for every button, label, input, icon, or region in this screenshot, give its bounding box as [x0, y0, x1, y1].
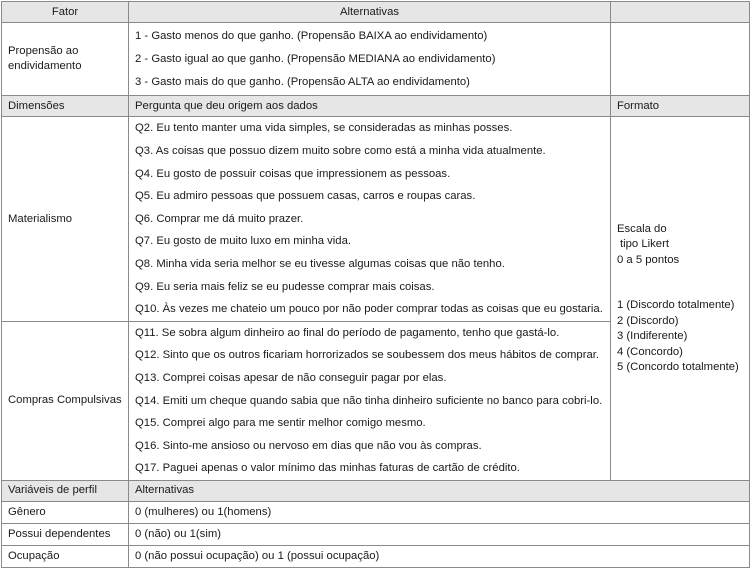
question-item: Q3. As coisas que possuo dizem muito sobre como está a minha vida atualmente.: [135, 144, 546, 157]
perfil-label: Possui dependentes: [2, 523, 129, 545]
formato-scale-line: 0 a 5 pontos: [617, 253, 680, 266]
header-row-fator: [2, 2, 750, 23]
formato-option: 2 (Discordo): [617, 314, 679, 327]
perfil-label: Ocupação: [2, 545, 129, 567]
propensao-label: Propensão ao endividamento: [2, 23, 129, 96]
perfil-value: 0 (não) ou 1(sim): [129, 523, 750, 545]
question-item: Q10. Às vezes me chateio um pouco por não poder comprar todas as coisas que eu gostaria.: [135, 303, 603, 316]
header-formato: Formato: [611, 96, 750, 117]
question-item: Q17. Paguei apenas o valor mínimo das minhas faturas de cartão de crédito.: [135, 462, 520, 475]
header-perfil-alternativas: Alternativas: [129, 480, 750, 501]
question-item: Q2. Eu tento manter uma vida simples, se consideradas as minhas posses.: [135, 122, 513, 135]
compras-questions: [129, 321, 611, 480]
question-item: Q14. Emiti um cheque quando sabia que não tinha dinheiro suficiente no banco para cobri-lo.: [135, 394, 603, 407]
question-item: Q13. Comprei coisas apesar de não conseguir pagar por elas.: [135, 371, 447, 384]
header-row-perfil: [2, 480, 750, 501]
perfil-value: 0 (mulheres) ou 1(homens): [129, 501, 750, 523]
propensao-item: 1 - Gasto menos do que ganho. (Propensão BAIXA ao endividamento): [135, 30, 488, 42]
question-item: Q11. Se sobra algum dinheiro ao final do período de pagamento, tenho que gastá-lo.: [135, 326, 560, 339]
propensao-empty: [611, 23, 750, 96]
formato-scale-line: Escala do: [617, 222, 667, 235]
question-item: Q9. Eu seria mais feliz se eu pudesse comprar mais coisas.: [135, 280, 435, 293]
question-item: Q6. Comprar me dá muito prazer.: [135, 212, 304, 225]
data-table: [1, 1, 750, 568]
header-fator: Fator: [2, 2, 129, 23]
question-item: Q7. Eu gosto de muito luxo em minha vida.: [135, 235, 352, 248]
header-alternativas: Alternativas: [129, 2, 611, 23]
header-empty: [611, 2, 750, 23]
formato-spacer: [617, 268, 743, 298]
propensao-row: [2, 23, 750, 96]
propensao-alternatives: [129, 23, 611, 96]
perfil-value: 0 (não possui ocupação) ou 1 (possui ocupação): [129, 545, 750, 567]
question-item: Q8. Minha vida seria melhor se eu tivesse algumas coisas que não tenho.: [135, 257, 505, 270]
perfil-row: [2, 501, 750, 523]
question-item: Q16. Sinto-me ansioso ou nervoso em dias que não vou às compras.: [135, 439, 482, 452]
question-item: Q5. Eu admiro pessoas que possuem casas, carros e roupas caras.: [135, 190, 476, 203]
compras-label: Compras Compulsivas: [2, 321, 129, 480]
header-dimensoes: Dimensões: [2, 96, 129, 117]
header-variaveis: Variáveis de perfil: [2, 480, 129, 501]
propensao-item: 2 - Gasto igual ao que ganho. (Propensão MEDIANA ao endividamento): [135, 52, 496, 65]
question-item: Q4. Eu gosto de possuir coisas que impressionem as pessoas.: [135, 167, 451, 180]
header-pergunta: Pergunta que deu origem aos dados: [129, 96, 611, 117]
perfil-row: [2, 523, 750, 545]
materialismo-questions: [129, 117, 611, 321]
perfil-label: Gênero: [2, 501, 129, 523]
question-item: Q12. Sinto que os outros ficariam horrorizados se soubessem dos meus hábitos de comprar.: [135, 349, 600, 362]
formato-option: 1 (Discordo totalmente): [617, 299, 735, 312]
question-item: Q15. Comprei algo para me sentir melhor comigo mesmo.: [135, 417, 426, 430]
formato-option: 4 (Concordo): [617, 345, 683, 358]
header-row-dimensoes: [2, 96, 750, 117]
propensao-item: 3 - Gasto mais do que ganho. (Propensão ALTA ao endividamento): [135, 75, 470, 88]
formato-cell: [611, 117, 750, 481]
formato-option: 5 (Concordo totalmente): [617, 361, 739, 374]
materialismo-row: [2, 117, 750, 321]
formato-scale-line: tipo Likert: [620, 238, 669, 251]
materialismo-label: Materialismo: [2, 117, 129, 321]
perfil-row: [2, 545, 750, 567]
formato-option: 3 (Indiferente): [617, 330, 688, 343]
